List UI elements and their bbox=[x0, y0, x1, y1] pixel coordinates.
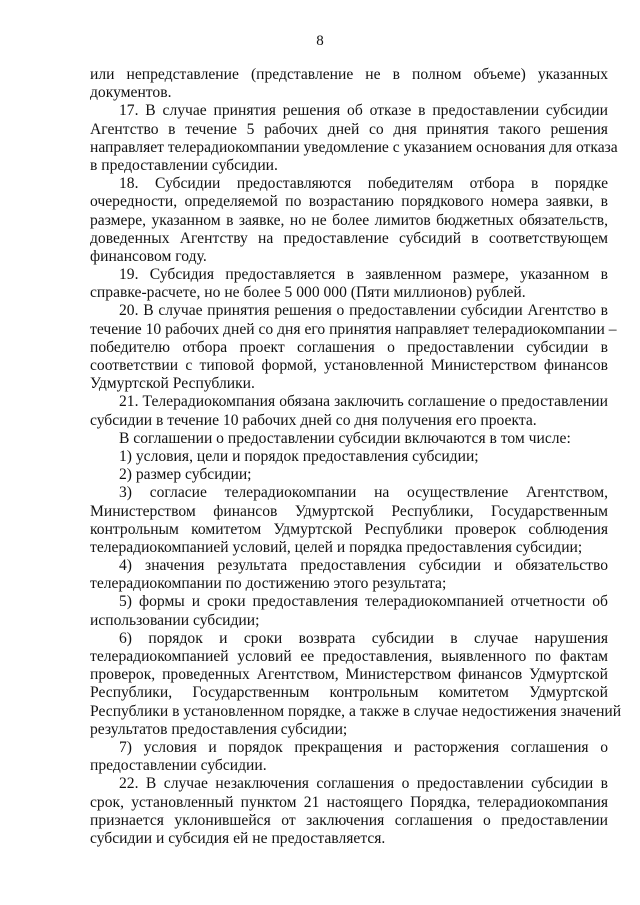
text-line: или непредставление (представление не в полном объеме) указанных bbox=[90, 66, 608, 83]
text-line: Удмуртской Республики. bbox=[90, 375, 255, 393]
text-line: проверок, проведенных Агентством, Министерством финансов Удмуртской bbox=[90, 666, 608, 684]
text-line: субсидии и субсидия ей не предоставляется. bbox=[90, 829, 386, 847]
page-number: 8 bbox=[316, 33, 324, 49]
text-line: Министерством финансов Удмуртской Республики, Государственным bbox=[90, 502, 608, 520]
text-line: доведенных Агентству на предоставление субсидий в соответствующем bbox=[90, 229, 608, 247]
document-body bbox=[90, 66, 622, 848]
text-line: срок, установленный пунктом 21 настоящего Порядка, телерадиокомпания bbox=[90, 793, 608, 811]
text-line: 22. В случае незаключения соглашения о предоставлении субсидии в bbox=[119, 775, 608, 793]
text-line: телерадиокомпанией условий, целей и порядка предоставления субсидии; bbox=[90, 538, 583, 556]
text-line: телерадиокомпании по достижению этого результата; bbox=[90, 575, 447, 593]
text-line: 4) значения результата предоставления субсидии и обязательство bbox=[119, 557, 608, 575]
text-line: очередности, определяемой по возрастанию порядкового номера заявки, в bbox=[90, 193, 608, 211]
text-line: 19. Субсидия предоставляется в заявленном размере, указанном в bbox=[119, 266, 608, 284]
text-line: справке-расчете, но не более 5 000 000 (Пяти миллионов) рублей. bbox=[90, 284, 526, 302]
text-line: победителю отбора проект соглашения о предоставлении субсидии в bbox=[90, 338, 608, 356]
text-line: В соглашении о предоставлении субсидии включаются в том числе: bbox=[119, 429, 571, 447]
text-line: признается уклонившейся от заключения соглашения о предоставлении bbox=[90, 811, 608, 829]
text-line: 2) размер субсидии; bbox=[119, 466, 252, 484]
text-line: финансовом году. bbox=[90, 247, 207, 265]
text-line: 18. Субсидии предоставляются победителям отбора в порядке bbox=[119, 175, 608, 193]
text-line: телерадиокомпанией условий ее предоставления, выявленного по фактам bbox=[90, 648, 608, 665]
text-line: 1) условия, цели и порядок предоставления субсидии; bbox=[119, 447, 479, 465]
text-line: направляет телерадиокомпании уведомление с указанием основания для отказа bbox=[90, 138, 618, 156]
text-line: 20. В случае принятия решения о предоставлении субсидии Агентство в bbox=[119, 302, 608, 320]
text-line: течение 10 рабочих дней со дня его принятия направляет телерадиокомпании – bbox=[90, 320, 617, 338]
text-line: 5) формы и сроки предоставления телерадиокомпанией отчетности об bbox=[119, 593, 608, 611]
text-line: 3) согласие телерадиокомпании на осуществление Агентством, bbox=[119, 484, 608, 502]
text-line: размере, указанном в заявке, но не более лимитов бюджетных обязательств, bbox=[90, 211, 608, 229]
text-line: 7) условия и порядок прекращения и расторжения соглашения о bbox=[119, 738, 608, 756]
text-line: предоставлении субсидии. bbox=[90, 757, 267, 775]
text-line: использовании субсидии; bbox=[90, 611, 260, 629]
text-line: 21. Телерадиокомпания обязана заключить соглашение о предоставлении bbox=[119, 393, 608, 411]
text-line: Республики, Государственным контрольным комитетом Удмуртской bbox=[90, 684, 608, 702]
text-line: документов. bbox=[90, 84, 172, 102]
text-line: Агентство в течение 5 рабочих дней со дня принятия такого решения bbox=[90, 120, 608, 138]
text-line: контрольным комитетом Удмуртской Республики проверок соблюдения bbox=[90, 520, 608, 538]
text-line: 6) порядок и сроки возврата субсидии в случае нарушения bbox=[119, 629, 608, 647]
text-line: Республики в установленном порядке, а также в случае недостижения значений bbox=[90, 702, 622, 720]
text-line: результатов предоставления субсидии; bbox=[90, 720, 348, 738]
text-line: 17. В случае принятия решения об отказе в предоставлении субсидии bbox=[119, 102, 608, 120]
text-line: соответствии с типовой формой, установленной Министерством финансов bbox=[90, 357, 608, 374]
text-line: в предоставлении субсидии. bbox=[90, 156, 278, 174]
text-line: субсидии в течение 10 рабочих дней со дня получения его проекта. bbox=[90, 411, 537, 429]
